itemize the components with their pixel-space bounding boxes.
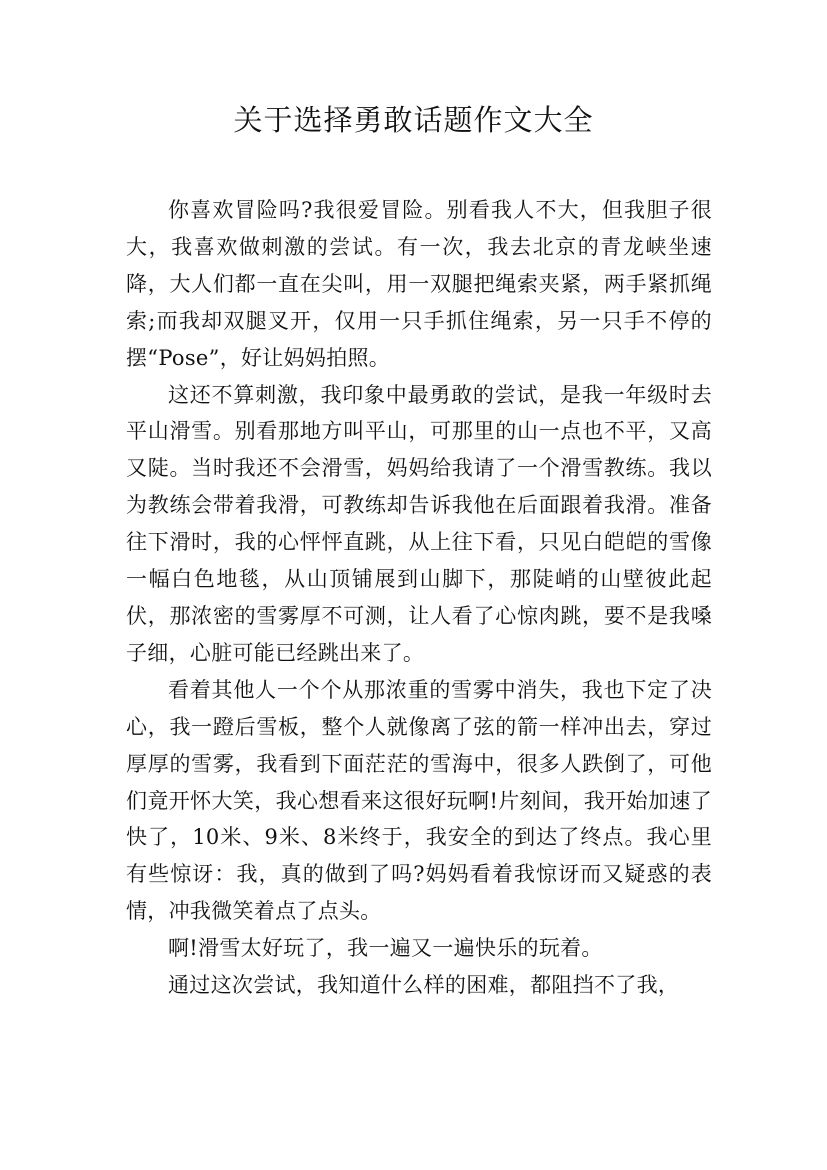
document-title: 关于选择勇敢话题作文大全 (233, 103, 594, 137)
document-body (126, 192, 712, 1004)
paragraph: 看着其他人一个个从那浓重的雪雾中消失，我也下定了决心，我一蹬后雪板，整个人就像离了弦的箭一样冲出去，穿过厚厚的雪雾，我看到下面茫茫的雪海中，很多人跌倒了，可他们竟开怀大笑，我心想看来这很好玩啊!片刻间，我开始加速了快了，10米、9米、8米终于，我安全的到达了终点。我心里有些惊讶：我，真的做到了吗?妈妈看着我惊讶而又疑惑的表情，冲我微笑着点了点头。 (126, 677, 712, 924)
paragraph: 这还不算刺激，我印象中最勇敢的尝试，是我一年级时去平山滑雪。别看那地方叫平山，可那里的山一点也不平，又高又陡。当时我还不会滑雪，妈妈给我请了一个滑雪教练。我以为教练会带着我滑，可教练却告诉我他在后面跟着我滑。准备往下滑时，我的心怦怦直跳，从上往下看，只见白皑皑的雪像一幅白色地毯，从山顶铺展到山脚下，那陡峭的山壁彼此起伏，那浓密的雪雾厚不可测，让人看了心惊肉跳，要不是我嗓子细，心脏可能已经跳出来了。 (126, 382, 712, 665)
paragraph: 通过这次尝试，我知道什么样的困难，都阻挡不了我， (168, 973, 680, 998)
paragraph: 啊!滑雪太好玩了，我一遍又一遍快乐的玩着。 (168, 936, 603, 961)
paragraph: 你喜欢冒险吗?我很爱冒险。别看我人不大，但我胆子很大，我喜欢做刺激的尝试。有一次，我去北京的青龙峡坐速降，大人们都一直在尖叫，用一双腿把绳索夹紧，两手紧抓绳索;而我却双腿叉开，仅用一只手抓住绳索，另一只手不停的摆“Pose”，好让妈妈拍照。 (126, 198, 712, 370)
